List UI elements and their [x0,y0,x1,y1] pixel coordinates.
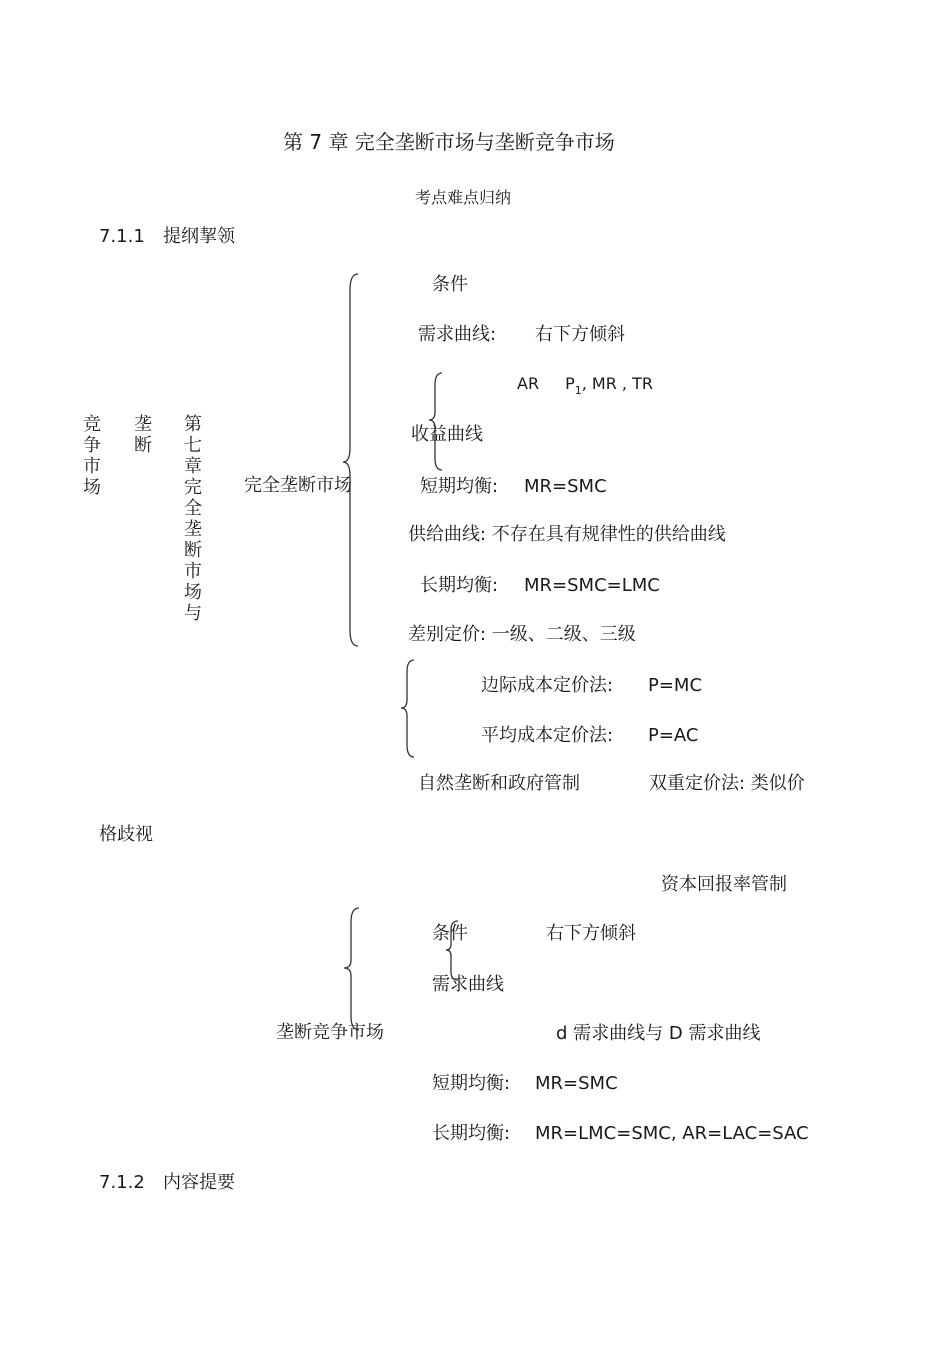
revenue-brace [429,373,442,470]
average-cost-pricing-value: P=AC [648,725,699,746]
side-label-competition-market: 竞争市场 [83,414,101,498]
section-number-712: 7.1.2 [99,1172,145,1193]
mc-d-curves: d 需求曲线与 D 需求曲线 [556,1023,761,1044]
short-run-value: MR=SMC [524,476,607,497]
side-label-monopoly: 垄断 [134,414,152,456]
long-run-label: 长期均衡: [420,575,499,596]
monopolistic-competition-brace [344,908,359,1030]
monopolistic-competition-label: 垄断竞争市场 [276,1022,384,1043]
price-discrimination: 差别定价: 一级、二级、三级 [408,624,636,645]
mc-slope: 右下方倾斜 [546,923,636,944]
revenue-p-subscript: 1 [574,384,582,397]
section-number-711: 7.1.1 [99,226,145,247]
revenue-ar: AR [517,374,540,393]
revenue-p: P [565,374,575,393]
page-subtitle: 考点难点归纳 [415,188,512,207]
mc-demand-curve: 需求曲线 [432,974,504,995]
dual-pricing: 双重定价法: 类似价 [649,773,805,794]
long-run-value: MR=SMC=LMC [524,575,660,596]
demand-curve-label: 需求曲线: [418,324,497,345]
mc-conditions: 条件 [432,923,468,944]
short-run-label: 短期均衡: [420,476,499,497]
regulation-brace [401,660,414,757]
section-title-711: 提纲挈领 [163,226,235,247]
revenue-rest: , MR , TR [581,374,653,393]
average-cost-pricing-label: 平均成本定价法: [481,725,614,746]
marginal-cost-pricing-value: P=MC [648,675,703,696]
natural-monopoly-regulation: 自然垄断和政府管制 [418,773,580,794]
chapter-title: 第 7 章 完全垄断市场与垄断竞争市场 [283,130,615,154]
monopoly-conditions: 条件 [432,274,468,295]
mc-long-run-value: MR=LMC=SMC, AR=LAC=SAC [535,1123,809,1144]
revenue-curve-label: 收益曲线 [411,424,483,445]
mc-long-run-label: 长期均衡: [432,1123,511,1144]
demand-curve-value: 右下方倾斜 [535,324,625,345]
section-title-712: 内容提要 [163,1172,235,1193]
rate-of-return-regulation: 资本回报率管制 [661,874,787,895]
discrimination-tail: 格歧视 [99,824,153,845]
mc-short-run-value: MR=SMC [535,1073,618,1094]
side-label-chapter: 第七章完全垄断市场与 [184,414,202,624]
mc-short-run-label: 短期均衡: [432,1073,511,1094]
revenue-formulas [517,373,653,397]
supply-curve: 供给曲线: 不存在具有规律性的供给曲线 [408,524,726,545]
monopoly-brace [343,274,358,646]
marginal-cost-pricing-label: 边际成本定价法: [481,675,614,696]
monopoly-market-label: 完全垄断市场 [244,475,352,496]
